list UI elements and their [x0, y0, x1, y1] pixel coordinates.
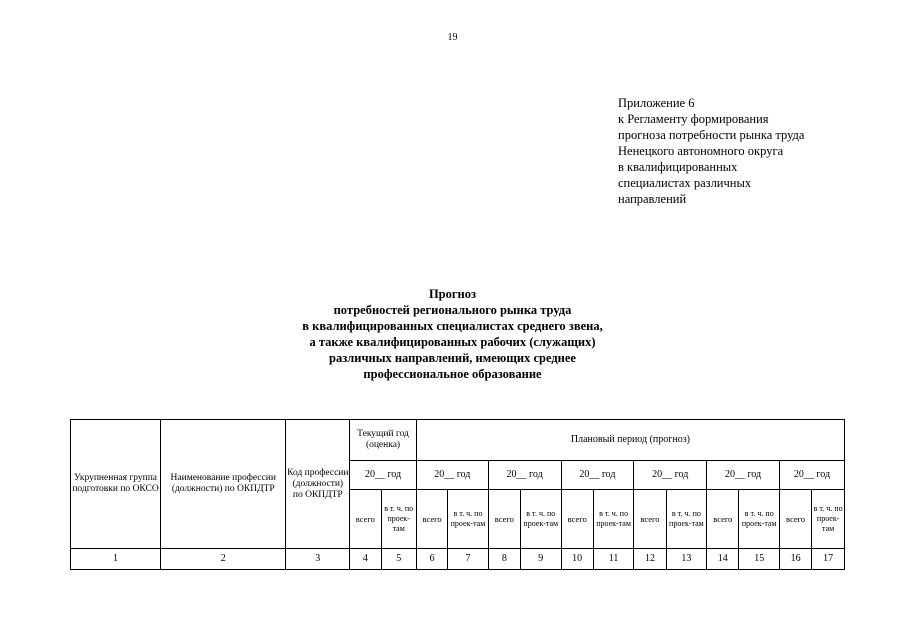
header-by-projects: в т. ч. по проек-там [812, 490, 845, 549]
column-number: 13 [666, 549, 706, 570]
column-number: 11 [593, 549, 633, 570]
column-number: 12 [634, 549, 666, 570]
appendix-line: Приложение 6 [618, 96, 695, 110]
header-planned-period: Плановый период (прогноз) [416, 420, 844, 461]
appendix-note [618, 95, 878, 207]
appendix-line: Ненецкого автономного округа [618, 144, 784, 158]
column-number: 1 [71, 549, 161, 570]
header-by-projects: в т. ч. по проек-там [448, 490, 488, 549]
header-current-year: Текущий год (оценка) [350, 420, 417, 461]
column-number: 14 [707, 549, 739, 570]
header-year: 20__ год [416, 461, 488, 490]
header-total: всего [779, 490, 811, 549]
column-number: 3 [286, 549, 350, 570]
header-total: всего [707, 490, 739, 549]
column-number: 8 [488, 549, 520, 570]
forecast-table-wrapper [70, 419, 845, 570]
appendix-line: в квалифицированных [618, 160, 738, 174]
header-year: 20__ год [707, 461, 780, 490]
header-by-projects: в т. ч. по проек-там [521, 490, 561, 549]
document-title [0, 286, 905, 382]
header-profession-code: Код профессии (должности) по ОКПДТР [286, 420, 350, 549]
column-number: 6 [416, 549, 447, 570]
header-total: всего [561, 490, 593, 549]
column-number: 9 [521, 549, 561, 570]
header-by-projects: в т. ч. по проек-там [739, 490, 779, 549]
appendix-line: к Регламенту формирования [618, 112, 769, 126]
header-year: 20__ год [561, 461, 634, 490]
header-year: 20__ год [779, 461, 844, 490]
header-year: 20__ год [634, 461, 707, 490]
page-number: 19 [447, 32, 458, 43]
header-by-projects: в т. ч. по проек-там [666, 490, 706, 549]
appendix-line: прогноза потребности рынка труда [618, 128, 805, 142]
header-by-projects: в т. ч. по проек-там [381, 490, 416, 549]
title-line: Прогноз [428, 287, 477, 301]
header-by-projects: в т. ч. по проек-там [593, 490, 633, 549]
column-number: 7 [448, 549, 488, 570]
column-number: 15 [739, 549, 779, 570]
header-total: всего [416, 490, 447, 549]
header-year: 20__ год [488, 461, 561, 490]
column-number: 5 [381, 549, 416, 570]
title-line: потребностей регионального рынка труда [333, 303, 572, 317]
header-total: всего [488, 490, 520, 549]
column-number: 4 [350, 549, 381, 570]
title-line: различных направлений, имеющих среднее [329, 351, 576, 365]
appendix-line: специалистах различных [618, 176, 752, 190]
column-number: 2 [161, 549, 286, 570]
forecast-table [70, 419, 845, 570]
header-profession-name: Наименование профессии (должности) по ОКПДТР [161, 420, 286, 549]
header-total: всего [350, 490, 381, 549]
title-line: профессиональное образование [363, 367, 542, 381]
header-total: всего [634, 490, 666, 549]
column-number: 17 [812, 549, 845, 570]
header-okso-group: Укрупненная группа подготовки по ОКСО [71, 420, 161, 549]
appendix-line: направлений [618, 192, 687, 206]
column-number: 10 [561, 549, 593, 570]
title-line: а также квалифицированных рабочих (служащих) [309, 335, 596, 349]
header-year: 20__ год [350, 461, 417, 490]
column-number: 16 [779, 549, 811, 570]
title-line: в квалифицированных специалистах среднего звена, [302, 319, 603, 333]
